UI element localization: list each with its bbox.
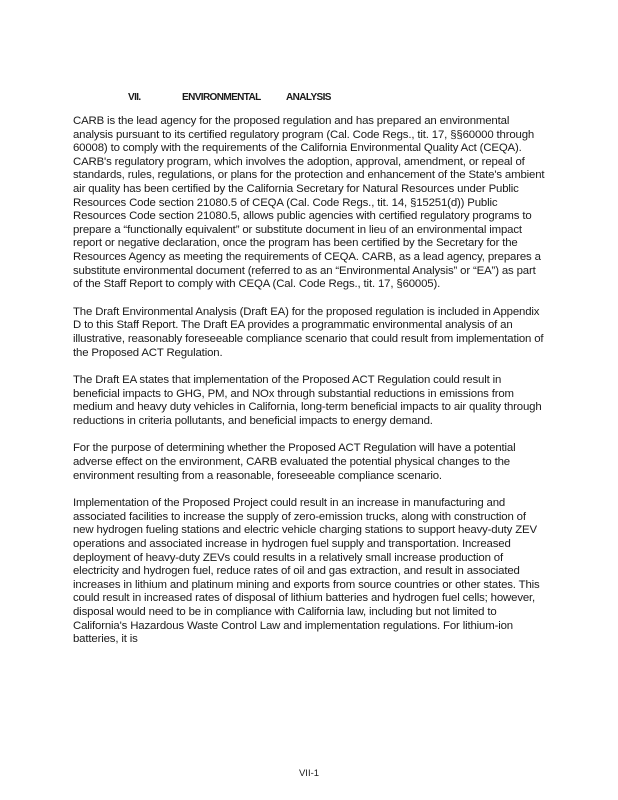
section-heading [128, 92, 331, 103]
paragraph-beneficial-impacts: The Draft EA states that implementation of the Proposed ACT Regulation could result in beneficial impacts to GHG, PM, and NOx through substantial reductions in emissions from medium and heavy duty vehicles in California, long-term beneficial impacts to air quality through reductions in criteria pollutants, and beneficial impacts to energy demand. [73, 374, 542, 427]
section-title-word-1: ENVIRONMENTAL [182, 92, 261, 103]
paragraph-adverse-effect: For the purpose of determining whether the Proposed ACT Regulation will have a potential adverse effect on the environment, CARB evaluated the potential physical changes to the environment resulting from a reasonable, foreseeable compliance scenario. [73, 442, 516, 482]
section-title-word-2: ANALYSIS [286, 92, 331, 103]
paragraph-implementation: Implementation of the Proposed Project could result in an increase in manufacturing and associated facilities to increase the supply of zero-emission trucks, along with construction of new hydrogen fueling stations and electric vehicle charging stations to support heavy-duty ZEV operations and associated increase in hydrogen fuel supply and transportation. Increased deployment of heavy-duty ZEVs could results in a relatively small increase production of electricity and hydrogen fuel, reduce rates of oil and gas extraction, and result in associated increases in lithium and platinum mining and exports from source countries or other states. This could result in increased rates of disposal of lithium batteries and hydrogen fuel cells; however, disposal would need to be in compliance with California law, including but not limited to California's Hazardous Waste Control Law and implementation regulations. For lithium-ion batteries, it is [73, 497, 540, 646]
paragraph-ceqa-lead-agency: CARB is the lead agency for the proposed regulation and has prepared an environmental analysis pursuant to its certified regulatory program (Cal. Code Regs., tit. 17, §§60000 through 60008) to comply with the requirements of the California Environmental Quality Act (CEQA). CARB's regulatory program, which involves the adoption, approval, amendment, or repeal of standards, rules, regulations, or plans for the protection and enhancement of the State's ambient air quality has been certified by the California Secretary for Natural Resources under Public Resources Code section 21080.5 of CEQA (Cal. Code Regs., tit. 14, §15251(d)) Public Resources Code section 21080.5, allows public agencies with certified regulatory programs to prepare a “functionally equivalent” or substitute document in lieu of an environmental impact report or negative declaration, once the program has been certified by the Secretary for the Resources Agency as meeting the requirements of CEQA. CARB, as a lead agency, prepares a substitute environmental document (referred to as an “Environmental Analysis” or “EA”) as part of the Staff Report to comply with CEQA (Cal. Code Regs., tit. 17, §60005). [73, 115, 545, 291]
page-number: VII-1 [298, 768, 320, 779]
document-body [73, 115, 545, 661]
section-number: VII. [128, 92, 141, 103]
paragraph-draft-ea: The Draft Environmental Analysis (Draft EA) for the proposed regulation is included in Appendix D to this Staff Report. The Draft EA provides a programmatic environmental analysis of an illustrative, reasonably foreseeable compliance scenario that could result from implementation of the Proposed ACT Regulation. [73, 305, 544, 359]
